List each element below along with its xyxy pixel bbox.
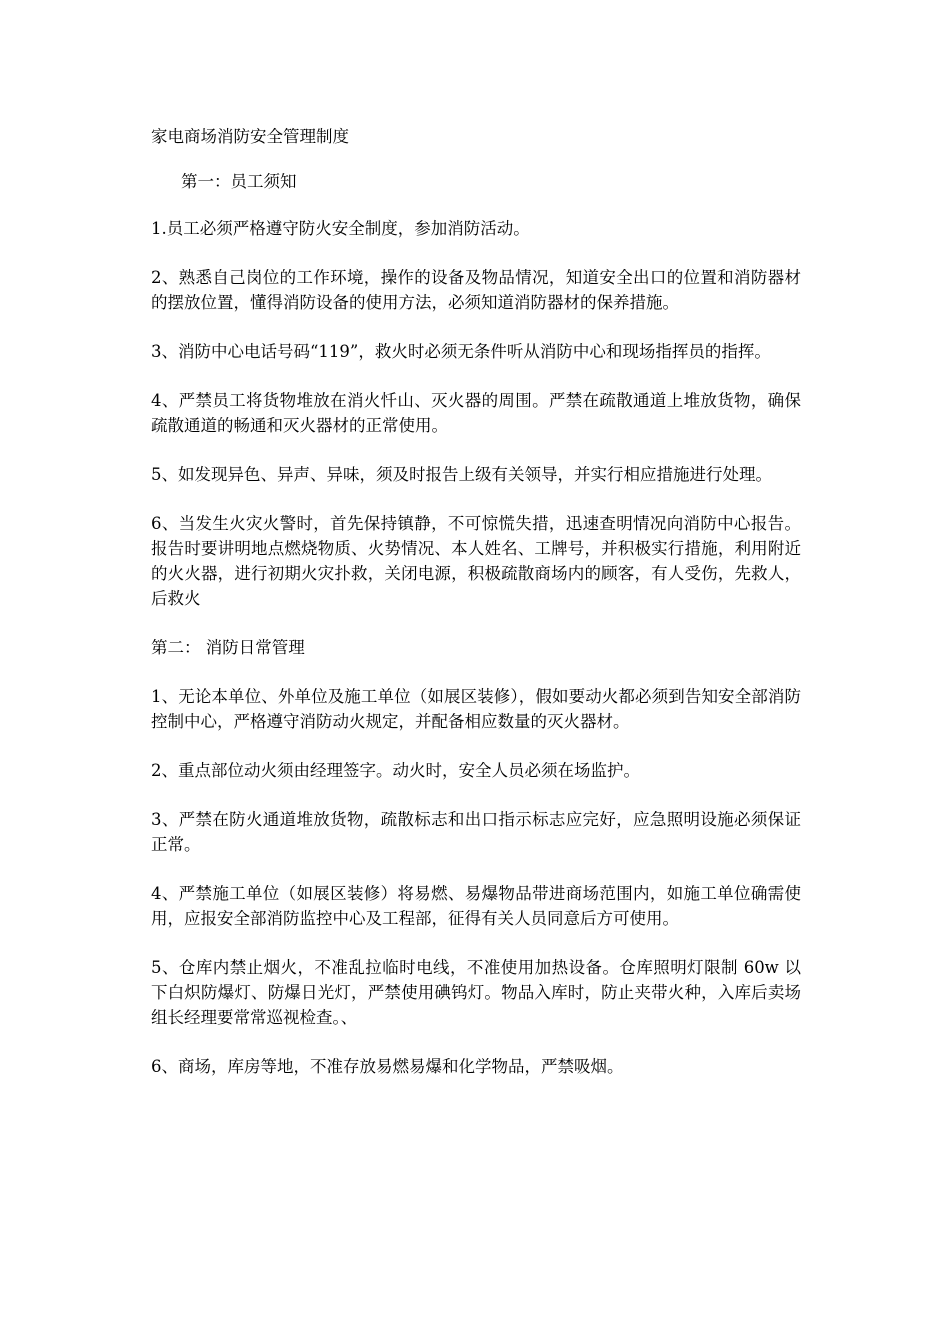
paragraph: 1.员工必须严格遵守防火安全制度，参加消防活动。	[151, 219, 530, 238]
document-body	[151, 124, 801, 1103]
paragraph: 1、无论本单位、外单位及施工单位（如展区装修），假如要动火都必须到告知安全部消防控制中心，严格遵守消防动火规定，并配备相应数量的灭火器材。	[151, 687, 801, 731]
paragraph: 4、严禁员工将货物堆放在消火忏山、灭火器的周围。严禁在疏散通道上堆放货物，确保疏散通道的畅通和灭火器材的正常使用。	[151, 391, 801, 435]
paragraph: 3、消防中心电话号码“119”，救火时必须无条件听从消防中心和现场指挥员的指挥。	[151, 342, 771, 361]
paragraph: 6、商场，库房等地，不准存放易燃易爆和化学物品，严禁吸烟。	[151, 1057, 624, 1076]
section-heading-employee-notice: 第一：员工须知	[181, 172, 297, 191]
paragraph: 2、熟悉自己岗位的工作环境，操作的设备及物品情况，知道安全出口的位置和消防器材的摆放位置，懂得消防设备的使用方法，必须知道消防器材的保养措施。	[151, 268, 801, 312]
paragraph: 2、重点部位动火须由经理签字。动火时，安全人员必须在场监护。	[151, 761, 640, 780]
section-heading-daily-management: 第二： 消防日常管理	[151, 638, 305, 657]
paragraph: 3、严禁在防火通道堆放货物，疏散标志和出口指示标志应完好，应急照明设施必须保证正常。	[151, 810, 801, 854]
paragraph: 6、当发生火灾火警时，首先保持镇静，不可惊慌失措，迅速查明情况向消防中心报告。报告时要讲明地点燃烧物质、火势情况、本人姓名、工牌号，并积极实行措施，利用附近的火火器，进行初期火灾扑救，关闭电源，积极疏散商场内的顾客，有人受伤，先救人，后救火	[151, 514, 801, 608]
paragraph: 5、仓库内禁止烟火，不准乱拉临时电线，不准使用加热设备。仓库照明灯限制 60w 以下白炽防爆灯、防爆日光灯，严禁使用碘钨灯。物品入库时，防止夹带火种，入库后卖场组长经理要常常巡视检查。、	[151, 958, 801, 1027]
document-title: 家电商场消防安全管理制度	[151, 127, 349, 146]
paragraph: 4、严禁施工单位（如展区装修）将易燃、易爆物品带进商场范围内，如施工单位确需使用，应报安全部消防监控中心及工程部，征得有关人员同意后方可使用。	[151, 884, 801, 928]
paragraph: 5、如发现异色、异声、异味，须及时报告上级有关领导，并实行相应措施进行处理。	[151, 465, 772, 484]
